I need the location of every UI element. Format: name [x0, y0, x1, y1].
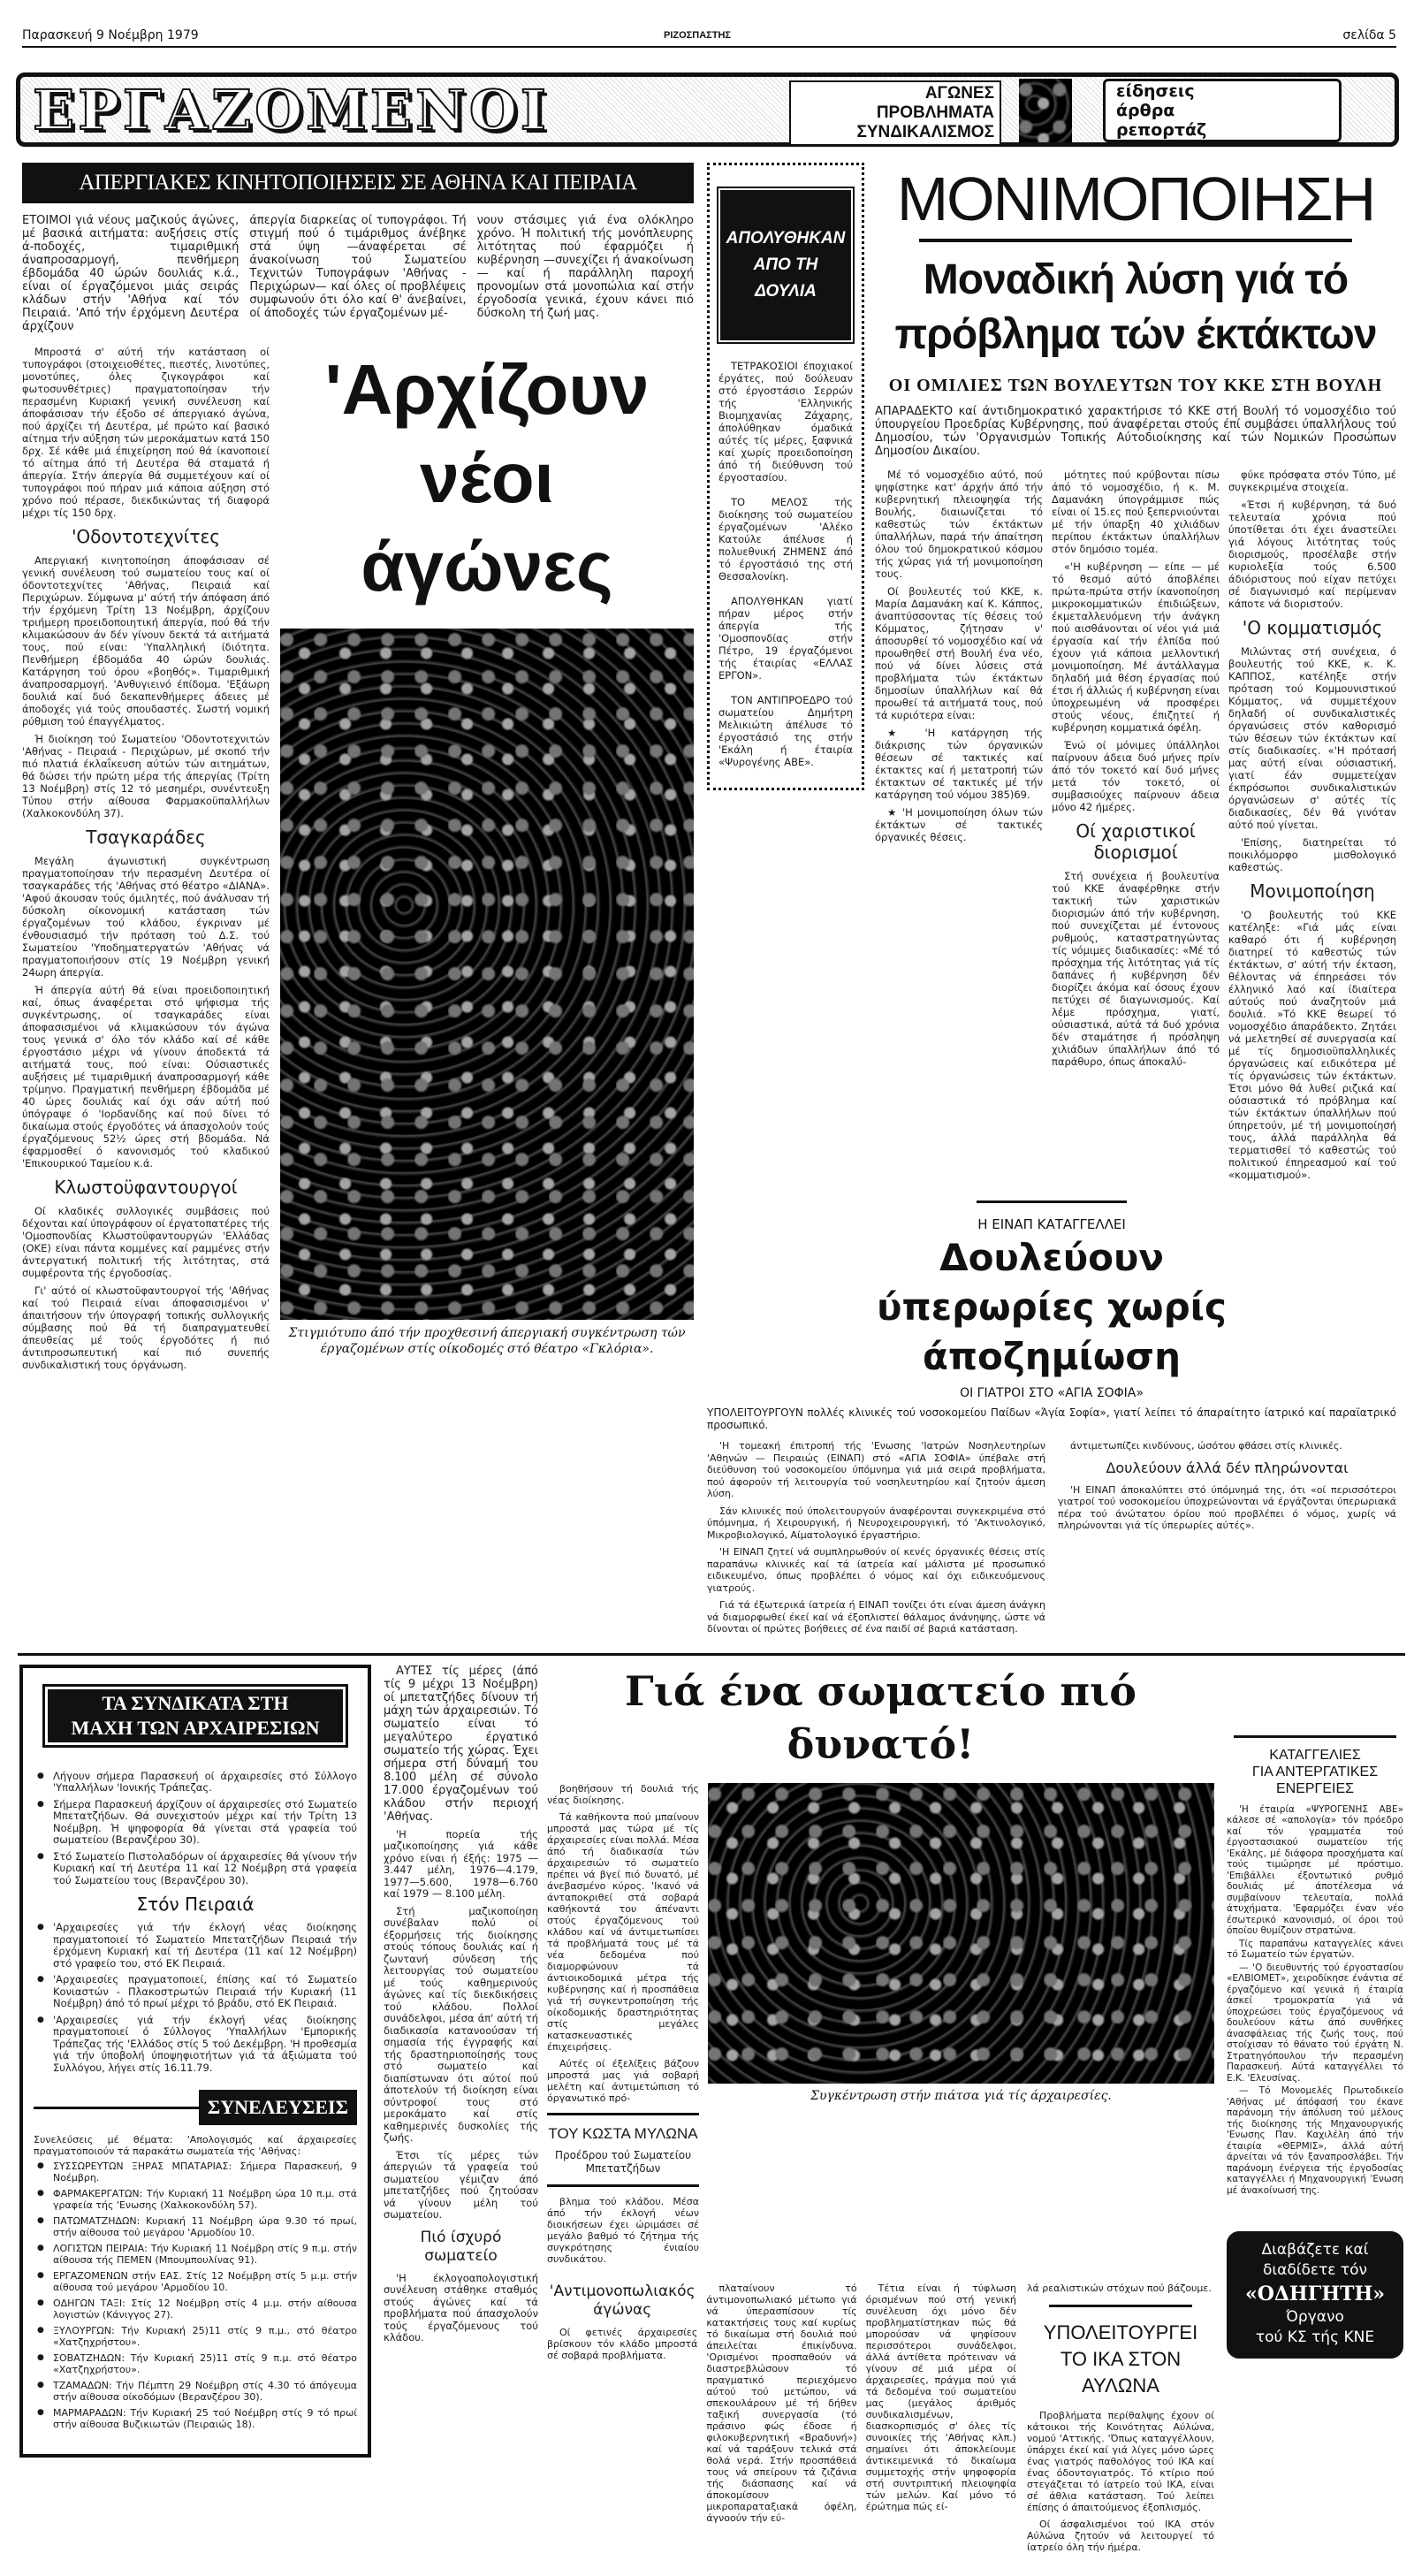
list-item: ● 'Αρχαιρεσίες γιά τήν έκλογή νέας διοίκησης πραγματοποιεί ό Σύλλογος 'Υπαλλήλων 'Εμπορικής Τράπεζας τής 'Ελλάδος στίς 5 τού Δεκέμβρη. 'Η προθεσμία γιά τήν ύποβολή ύποψηφιοτήτων γιά τά άξιώματα τού Συλλόγου, λήγει στίς 16.11.79. [34, 2015, 357, 2075]
paragraph: Ένώ οί μόνιμες ύπάλληλοι παίρνουν άδεια δυό μήνες πρίν άπό τόν τοκετό καί δυό μήνες μετά τόν τοκετό, οί συμβασιούχες παίρνουν άδεια μόνο 42 ήμέρες. [1052, 739, 1220, 813]
top-section [22, 163, 1396, 1641]
permanent-body [875, 469, 1396, 1186]
photo-caption: Συγκέντρωση στήν πιάτσα γιά τίς άρχαιρεσίες. [810, 2088, 1112, 2103]
paragraph: άντιμετωπίζει κινδύνους, ώσότου φθάσει στίς κλινικές. [1070, 1440, 1342, 1452]
body-column [1052, 469, 1220, 1073]
paragraph: Μέ τό νομοσχέδιο αύτό, πού ψηφίστηκε κατ' άρχήν άπό τήν κυβερνητική πλειοψηφία τής Βουλής, διαιωνίζεται τό καθεστώς τών έκτάκτων ύπαλλήλων, παρά τήν άπαίτηση όλου τού δημοκρατικού κόσμου τής χώρας γιά τή μονιμοποίηση τους. [875, 469, 1043, 580]
paragraph: πλαταίνουν τό άντιμονοπωλιακό μέτωπο γιά νά ύπερασπίσουν τίς κατακτήσεις τους καί κυρίως τό δικαίωμα στή δουλιά πού άπειλείται έπικίνδυνα. 'Ορισμένοι προσπαθούν νά διαστρεβλώσουν τό πραγματικό περιεχόμενο αύτού τού μετώπου, νά σπεκουλάρουν μέ τή δήθεν ταξική συνεργασία (τό πράσινο φώς έδοσε ή φιλοκυβερνητική «Βραδυνή») καί νά ταράξουν τελικά στά θολά νερά. Στήν προσπάθειά τους νά σπείρουν τά ζιζάνια τής διάσπασης καί νά άποκομίσουν μικροπαραταξιακά όφέλη, άγνοούν τήν εύ- [706, 2282, 857, 2524]
paragraph: Ή άπεργία αύτή θά είναι προειδοποιητική καί, όπως άναφέρεται στό ψήφισμα τής συγκέντρωσης, οί τσαγκαράδες είναι άποφασισμένοι νά κλιμακώσουν τόν άγώνα τους γενικά σ' όλο τόν κλάδο καί σέ κάθε έργοστάσιο μέχρι νά γίνουν άποδεκτά τά αιτήματά τους, πού είναι: Ούσιαστικές αυξήσεις μέ τιμαριθμική άναπροσαρμογή κάθε τρίμηνο. Πραγματική πενθήμερη έβδομάδα μέ 40 ώρες δουλιάς καί όχι σάν αύτή πού ύπόγραψε ό 'Ιορδανίδης καί πού δίνει τό δικαίωμα στούς έργοδότες νά άπασχολούν τούς έργαζόμενους 52½ ώρες στή βδομάδα. Νά έφαρμοσθεί ό κανονισμός τού κλαδικού 'Επικουρικού Ταμείου κ.ά. [22, 984, 270, 1170]
byline-role: Προέδρου τού Σωματείου [554, 2148, 692, 2161]
paragraph: 'Ο βουλευτής τού ΚΚΕ κατέληξε: «Γιά μάς είναι καθαρό ότι ή κυβέρνηση διατηρεί τό καθεστώς τών έκτάκτων, σ' αύτή τήν έκταση, θέλοντας νά έπηρεάσει τόν έλληνικό λαό καί ίδιαίτερα αύτούς πού άναζητούν μιά δουλιά. »Τό ΚΚΕ θεωρεί τό νομοσχέδιο άπαράδεκτο. Ζητάει νά μελετηθεί σέ συνεργασία καί μέ τίς δημοσιοϋπαλληλικές όργανώσεις καί ειδικότερα μέ τίς όργανώσεις τών έκτάκτων. Έτσι μόνο θά λυθεί ριζικά καί ούσιαστικά τό πρόβλημα καί τών έκτάκτων ύπαλλήλων πού ύπηρετούν, μέ τή μονιμοποίησή τους, άλλά παράλληλα θά τερματισθεί τό καθεστώς τού πολιτικού έπηρεασμού καί τού «κομματισμού». [1228, 909, 1396, 1181]
fired-title-line: ΑΠΟ ΤΗ [753, 255, 818, 274]
strikes-feature [280, 346, 694, 1357]
headline-line: ΚΑΤΑΓΓΕΛΙΕΣ [1269, 1747, 1361, 1763]
banner-topic: ΑΓΩΝΕΣ [924, 84, 994, 103]
strikes-headline [280, 346, 694, 611]
paragraph: Αύτές οί έξελίξεις βάζουν μπροστά μας γιά σοβαρή μελέτη καί άντιμετώπιση τό όργανωτικό πρό- [547, 2057, 699, 2104]
section-heading: Κλωστοϋφαντουργοί [54, 1177, 238, 1198]
paragraph: Οί φετινές άρχαιρεσίες βρίσκουν τόν κλάδο μπροστά σέ σοβαρά προβλήματα. [547, 2326, 698, 2361]
meetings-intro: Συνελεύσεις μέ θέματα: 'Απολογισμός καί άρχαιρεσίες πραγματοποιούν τά παρακάτω σωματεία τής 'Αθήνας: [34, 2134, 357, 2157]
strikes-article [22, 163, 694, 1376]
list-item: ● ΣΥΣΣΩΡΕΥΤΩΝ ΞΗΡΑΣ ΜΠΑΤΑΡΙΑΣ: Σήμερα Παρασκευή, 9 Νοέμβρη. [34, 2161, 357, 2184]
headline-line: Δουλεύουν [939, 1236, 1164, 1279]
page-number: σελίδα 5 [1342, 28, 1396, 42]
paragraph: Στή μαζικοποίηση συνέβαλαν πολύ οί έξορμήσεις τής διοίκησης στούς τόπους δουλιάς καί ή ζωντανή σύνδεση τής λειτουργίας τού σωματείου μέ τούς καθημερινούς άγώνες καί τίς διεκδικήσεις τού κλάδου. Πολλοί συνάδελφοι, μέσα άπ' αύτή τή διαδικασία κατανοούσαν τή σημασία τής έγγραφής καί τής δραστηριοποίησής τους στό σωματείο καί διαπίστωναν ότι αύτοί πού άποτελούν τή διοίκηση είναι σύντροφοί τους στό μεροκάματο καί στίς καθημερινές δυσκολίες τής ζωής. [384, 1904, 538, 2144]
headline-line: ύπερωρίες χωρίς [877, 1285, 1227, 1329]
permanent-lede: ΑΠΑΡΑΔΕΚΤΟ καί άντιδημοκρατικό χαρακτήρισε τό ΚΚΕ στή Βουλή τό νομοσχέδιο τού ύπουργείου Προεδρίας Κυβέρνησης, πού άναφέρεται στούς έπί συμβάσει ύπαλλήλους τού Δημοσίου, τών 'Οργανισμών Τοπικής Αύτοδιοίκησης καί τών Νομικών Προσώπων Δημοσίου Δικαίου. [875, 405, 1396, 458]
section-heading: 'Αντιμονοπωλιακός άγώνας [549, 2282, 696, 2319]
paragraph: Προβλήματα περίθαλψης έχουν οί κάτοικοι τής Κοινότητας Αύλώνα, νομού 'Αττικής. 'Όπως καταγγέλλουν, ύπάρχει έκεί καί γιά λίγες μόνο ώρες ένας γιατρός παθολόγος τού ΙΚΑ καί ένας όδοντογιατρός. Τό κτίριο πού στεγάζεται τό ίατρείο τού ΙΚΑ, είναι σέ άθλια κατάσταση. Τού λείπει έπίσης ό άπαιτούμενος έξοπλισμός. [1027, 2409, 1214, 2513]
section-heading: 'Ο κομματισμός [1242, 617, 1383, 638]
builders-rally-photo [708, 1783, 1214, 2084]
builders-col2 [547, 1783, 699, 2270]
banner-topic: ΣΥΝΔΙΚΑΛΙΣΜΟΣ [856, 123, 994, 141]
list-item: ● Στό Σωματείο Πιστολαδόρων οί άρχαιρεσίες θά γίνουν τήν Κυριακή καί τή Δευτέρα 11 καί 12 Νοέμβρη στά γραφεία τού Σωματείου τους (Βερανζέρου 30). [34, 1851, 357, 1887]
meetings-heading-row [34, 2090, 357, 2125]
builders-main [547, 1665, 1214, 2558]
paragraph: βοηθήσουν τή δουλιά τής νέας διοίκησης. [547, 1782, 699, 1806]
paragraph: Γι' αύτό οί κλωστοϋφαντουργοί τής 'Αθήνας καί τού Πειραιά είναι άποφασισμένοι ν' άπαιτήσουν τήν ύπογραφή τοπικής συλλογικής σύμβασης πού θά τή διαπραγματευθεί άπευθείας μέ τούς έργοδότες ή πιό άντιπροσωπευτική καί πιό συνεπής συνδικαλιστική τους όργάνωση. [22, 1284, 270, 1371]
strikes-left-column [22, 346, 270, 1376]
title-line: ΤΑ ΣΥΝΔΙΚΑΤΑ ΣΤΗ [102, 1691, 289, 1714]
paragraph: Μιλώντας στή συνέχεια, ό βουλευτής τού ΚΚΕ, κ. Κ. ΚΑΠΠΟΣ, κατέληξε στήν πρόταση τού Κομμουνιστικού Κόμματος, νά συμμετέχουν δηλαδή οί συνδικαλιστικές όργανώσεις στόν καθορισμό τών θέσεων τών έκτάκτων καί στίς διαδικασίες. «'Η πρότασή μας αύτή είναι ούσιαστική, γιατί έάν συμμετείχαν έκπρόσωποι συνδικαλιστικών όργανώσεων σ' αύτές τίς διαδικασίες, δέν θά γινόταν αύτό πού γίνεται. [1228, 645, 1396, 831]
hospital-subhead: ΟΙ ΓΙΑΤΡΟΙ ΣΤΟ «ΑΓΙΑ ΣΟΦΙΑ» [960, 1386, 1144, 1400]
headline-line: ΥΠΟΛΕΙΤΟΥΡΓΕΙ [1043, 2321, 1198, 2344]
strikes-body [22, 346, 694, 1376]
unions-box [19, 1665, 371, 2458]
photo-caption: Στιγμιότυπο άπό τήν προχθεσινή άπεργιακή συγκέντρωση τών έργαζομένων στίς οίκοδομές στό θέατρο «Γκλόρια». [288, 1326, 686, 1356]
builders-upper-row [547, 1783, 1214, 2270]
paragraph: Γιά τά έξωτερικά ίατρεία ή ΕΙΝΑΠ τονίζει ότι είναι άμεση άνάγκη νά διαμορφωθεί έκεί καί νά έξοπλιστεί θάλαμος άνάνηψης, ώστε νά δίνονται οί πρώτες βοήθειες σέ ένα παιδί σέ βαριά κατάσταση. [707, 1599, 1045, 1635]
ad-line: Όργανο [1286, 2308, 1344, 2326]
meetings-title: ΣΥΝΕΛΕΥΣΕΙΣ [199, 2090, 357, 2125]
list-item: ● ΠΑΤΩΜΑΤΖΗΔΩΝ: Κυριακή 11 Νοέμβρη ώρα 9.30 τό πρωί, στήν αίθουσα τού μεγάρου 'Αρμοδίου 10. [34, 2215, 357, 2238]
section-heading: Στόν Πειραιά [136, 1894, 255, 1915]
ika-headline [1027, 2320, 1214, 2399]
strike-rally-photo [280, 629, 694, 1320]
list-item: ● ΦΑΡΜΑΚΕΡΓΑΤΩΝ: Τήν Κυριακή 11 Νοέμβρη ώρα 10 π.μ. στά γραφεία τής 'Ενωσης (Χαλκοκονδύλη 57). [34, 2188, 357, 2211]
lede-column: άπεργία διαρκείας οί τυπογράφοι. Τή στιγμή πού ό τιμάριθμος άνέβηκε στά ύψη —άναφέρεται σέ άνακοίνωση τού Σωματείου Τεχνιτών Τυπογράφων 'Αθήνας - Περιχώρων— καί όλες οί προβλέψεις συμφωνούν ότι όλο καί θ' άνεβαίνει, οί άποδοχές τών έργαζομένων μέ- [249, 214, 467, 320]
divider [977, 1200, 1127, 1203]
complaints-headline [1227, 1747, 1403, 1797]
headline-line: ΕΝΕΡΓΕΙΕΣ [1275, 1780, 1355, 1796]
paragraph: ★ 'Η μονιμοποίηση όλων τών έκτάκτων σέ τακτικές όργανικές θέσεις. [875, 806, 1043, 843]
fired-title-box [718, 188, 853, 342]
section-heading: Μονιμοποίηση [1250, 880, 1375, 902]
builders-photo-block [708, 1783, 1214, 2104]
banner-tag: ρεπορτάζ [1116, 120, 1207, 140]
list-item: ● ΟΔΗΓΩΝ ΤΑΞΙ: Στίς 12 Νοέμβρη στίς 4 μ.μ. στήν αίθουσα λογιστών (Κάνιγγος 27). [34, 2298, 357, 2321]
lede-column: ΕΤΟΙΜΟΙ γιά νέους μαζικούς άγώνες, μέ βασικά αιτήματα: αυξήσεις στίς ά-ποδοχές, τιμαριθμική άναπροσαρμογή, πενθήμερη έβδομάδα 40 ώρών δουλιάς κ.ά., είναι οί έργαζόμενοι μιάς σειράς κλάδων στήν 'Αθήνα καί τόν Πειραιά. 'Από τήν έρχόμενη Δευτέρα άρχίζουν [22, 214, 239, 333]
builders-article [384, 1665, 1214, 2558]
paragraph: Μπροστά σ' αύτή τήν κατάσταση οί τυπογράφοι (στοιχειοθέτες, πιεστές, λινοτύπες, μονοτύπες, όλες ζιγκογράφοι καί φωτοσυνθέτριες) πραγματοποίησαν τήν περασμένη Κυριακή γενική συνέλευση καί άποφάσισαν τήν έξοδο σέ άπεργιακό άγώνα, πού άρχίζει τή Δευτέρα, μέ πρώτο καί βασικό αίτημα τήν αύξηση τών μεροκάματων κατά 150 δρχ. Σέ κάθε μιά έπιχείρηση πού θά ίκανοποιεί τό αίτημα άπό τή Δευτέρα θά σταματά ή άπεργία. Στήν άπεργία θά συμμετέχουν καί οί τυπογράφοι πού πήραν μιά κάποια αύξηση στό χρόνο πού πέρασε, διεκδικώντας τή διαφορά μέχρι τίς 150 δρχ. [22, 346, 270, 519]
list-item: ● Λήγουν σήμερα Παρασκευή οί άρχαιρεσίες στό Σύλλογο 'Υπαλλήλων 'Ιονικής Τράπεζας. [34, 1771, 357, 1795]
paragraph: Τίς παραπάνω καταγγελίες κάνει τό Σωματείο τών έργατών. [1227, 1938, 1403, 1960]
body-column [706, 2283, 856, 2529]
body-column [1058, 1440, 1396, 1537]
section-heading: Οί χαριστικοί διορισμοί [1076, 820, 1196, 863]
list-item: ● 'Αρχαιρεσίες γιά τήν έκλογή νέας διοίκησης πραγματοποιεί τό Σωματείο Μπετατζήδων Πειραιά τήν έρχόμενη Κυριακή καί τή Δευτέρα (11 καί 12 Νοέμβρη) στό γραφείο του, στό ΕΚ Πειραιά. [34, 1922, 357, 1970]
paragraph: — Τό Μονομελές Πρωτοδικείο 'Αθήνας μέ άπόφασή του έκανε παράνομη τήν άπόλυση τού μέλους τής διοίκησης τής Μηχανουργικής 'Ενωσης Παν. Καχιλέλη άπό τήν έταιρία «ΘΕΡΜΙΣ», άλλά αύτή άρνείται νά τόν ξαναπροσλάβει. Τήν παράνομη ένέργεια τής έργοδοσίας καταγγέλλει ή Μηχανουργική 'Ενωση μέ άνακοίνωσή της. [1227, 2085, 1403, 2196]
paragraph: ★ 'Η κατάργηση τής διάκρισης τών όργανικών θέσεων σέ τακτικές καί έκτακτες καί ή μετατροπή τών έκτακτων σέ τακτικές μέ τήν κατάργηση τού νόμου 385)69. [875, 727, 1043, 801]
paragraph: μότητες πού κρύβονται πίσω άπό τό νομοσχέδιο, ή κ. Μ. Δαμανάκη ύπογράμμισε πώς είναι οί 15.ες πού ξεπερνιούνται μέ τήν ύπαρξη 40 χιλιάδων περίπου έκτάκτων ύπαλλήλων στόν δημόσιο τομέα. [1052, 469, 1220, 555]
builders-lower-row [547, 2283, 1214, 2558]
banner-topics [789, 80, 1001, 146]
headline-line: νέοι [420, 438, 554, 517]
complaints-body [1227, 1804, 1403, 2197]
paragraph: Τά καθήκοντα πού μπαίνουν μπροστά μας τώρα μέ τίς άρχαιρεσίες είναι πολλά. Μέσα άπό τή διαδικασία τών άρχαιρεσιών τό σωματείο πρέπει νά βγεί πιό δυνατό, μέ άνεβασμένο κύρος. 'Ικανό νά άνταποκριθεί στά σοβαρά καθήκοντά του άπέναντι στούς έργαζόμενους τού κλάδου καί νά άντιμετωπίσει τά προβλήματά τους μέ τά νέα δεδομένα πού διαμορφώνουν τά άντιοικοδομικά μέτρα τής κυβέρνησης καί ή προσπάθεια γιά τή συγκεντροποίηση τής οίκοδομικής δραστηριότητας στίς μεγάλες κατασκευαστικές έπιχειρήσεις. [547, 1810, 699, 2053]
paragraph: 'Η τομεακή έπιτροπή τής 'Ενωσης 'Ιατρών Νοσηλευτηρίων 'Αθηνών — Πειραιώς (ΕΙΝΑΠ) στό «ΑΓΙΑ ΣΟΦΙΑ» ύπέβαλε στή διεύθυνση τού νοσοκομείου ύπόμνημα γιά μιά σειρά προβλήματα, πού άφορούν τή λειτουργία τού νοσηλευτηρίου καί ζητούν άμεση λύση. [707, 1440, 1045, 1499]
paragraph: ΤΟΝ ΑΝΤΙΠΡΟΕΔΡΟ τού σωματείου Δημήτρη Μελικιώτη άπέλυσε τό έργοστάσιό της στήν 'Εκάλη ή έταιρία «Ψυρογένης ΑΒΕ». [718, 694, 853, 768]
paragraph: «'Η κυβέρνηση — είπε — μέ τό θεσμό αύτό άποβλέπει πρώτα-πρώτα στήν ίκανοποίηση μικροκομματικών έπιδιώξεων, έκμεταλλευόμενη τήν άνάγκη πού αισθάνονται οί νέοι γιά μιά έργασία καί τήν έλπίδα πού έχουν γιά κάποια μελλοντική μονιμοποίηση. Μέ άντάλλαγμα δηλαδή μιά θέση έργασίας πού έτσι ή άλλιώς ή κυβέρνηση είναι ύποχρεωμένη νά προσφέρει στούς νέους, έπιζητεί ή κυβέρνηση κομματικά όφέλη. [1052, 560, 1220, 734]
byline-role: Μπετατζήδων [585, 2161, 661, 2175]
paragraph: ΑΥΤΕΣ τίς μέρες (άπό τίς 9 μέχρι 13 Νοέμβρη) οί μπετατζήδες δίνουν τή μάχη τών άρχαιρεσιών. Τό σωματείο είναι τό μεγαλύτερο έργατικό σωματείο τής χώρας. Έχει σήμερα στή δύναμή του 8.100 μέλη σέ σύνολο 17.000 έργαζομένων τού κλάδου στήν περιοχή 'Αθήνας. [384, 1664, 538, 1824]
list-item: ● ΛΟΓΙΣΤΩΝ ΠΕΙΡΑΙΑ: Τήν Κυριακή 11 Νοέμβρη στίς 9 π.μ. στήν αίθουσα τής ΠΕΜΕΝ (Μπουμπουλίνας 91). [34, 2243, 357, 2266]
builders-lower-columns [547, 2283, 1016, 2529]
body-column [875, 469, 1043, 849]
section-heading: Τσαγκαράδες [86, 827, 206, 848]
list-item: ● Σήμερα Παρασκευή άρχίζουν οί άρχαιρεσίες στό Σωματείο Μπετατζήδων. Θά συνεχιστούν μέχρι καί τήν Τρίτη 13 Νοέμβρη. Ή ψηφοφορία θά γίνεται στά γραφεία τού σωματείου (Βερανζέρου 30). [34, 1799, 357, 1847]
divider [1234, 1735, 1396, 1738]
headline-rule [919, 239, 1352, 242]
paragraph: 'Η ΕΙΝΑΠ άποκαλύπτει στό ύπόμνημά της, ότι «οί περισσότεροι γιατροί τού νοσοκομείου ύποχρεώνονται νά έργάζονται ύπερωριακά πέρα τού άνώτατου όρίου πού προβλέπει ό νόμος, χωρίς νά πληρώνονται γιά τίς ύπερωρίες αύτές». [1058, 1483, 1396, 1531]
lede-column: νουν στάσιμες γιά ένα ολόκληρο χρόνο. Ή πολιτική τής μονόπλευρης λιτότητας πού έφαρμόζει ή κυβέρνηση —συνεχίζει ή άνακοίνωση— καί ή παράλληλη παροχή προνομίων στά μονοπώλια καί στήν έργοδοσία γενικά, έχουν κάνει πιό δύσκολη τή ζωή μας. [476, 214, 694, 320]
subhead-line: πρόβλημα τών έκτάκτων [894, 311, 1377, 358]
ika-article [1027, 2283, 1214, 2558]
body-column [547, 2283, 697, 2366]
paragraph: 'Επίσης, διατηρείται τό ποικιλόμορφο μισθολογικό καθεστώς. [1228, 836, 1396, 873]
paragraph: ΑΠΟΛΥΘΗΚΑΝ γιατί πήραν μέρος στήν άπεργία τής 'Ομοσπονδίας στήν Πέτρο, 19 έργαζόμενοι τής έταιρίας «ΕΛΛΑΣ ΕΡΓΟΝ». [718, 595, 853, 682]
issue-date: Παρασκευή 9 Νοέμβρη 1979 [22, 28, 199, 42]
unions-title [42, 1684, 348, 1748]
builders-col1 [384, 1665, 538, 2350]
right-column [1227, 1665, 1403, 2359]
paragraph: Οί βουλευτές τού ΚΚΕ, κ. Μαρία Δαμανάκη καί Κ. Κάππος, άναπτύσσοντας τίς θέσεις τού Κόμματος, ζήτησαν ν' άποσυρθεί τό νομοσχέδιο καί νά προωθηθεί στή Βουλή ένα νέο, πού νά δίνει λύσεις στά προβλήματα τών έκτάκτων δημοσίων ύπαλλήλων καί θά προωθεί τά αιτήματά τους, πού τά κυριότερα είναι: [875, 585, 1043, 721]
banner-title: ΕΡΓΑΖΟΜΕΝΟΙ [33, 78, 550, 142]
permanent-article [875, 163, 1396, 1186]
permanent-subhead [875, 253, 1396, 362]
paragraph: «Έτσι ή κυβέρνηση, τά δυό τελευταία χρόνια πού ύποτίθεται ότι έχει άναστείλει γιά λόγους λιτότητας τούς διορισμούς, προσέλαβε στήν κυριολεξία τούς 6.500 άδιόριστους πού είχαν πετύχει σέ διαγωνισμό καί περίμεναν κάποτε νά διοριστούν. [1228, 499, 1396, 610]
fired-title-line: ΑΠΟΛΥΘΗΚΑΝ [726, 229, 846, 248]
title-line: ΜΑΧΗ ΤΩΝ ΑΡΧΑΙΡΕΣΙΩΝ [71, 1716, 320, 1739]
banner-tag: είδησεις [1116, 81, 1195, 101]
ad-line: τού ΚΣ τής ΚΝΕ [1255, 2328, 1375, 2346]
hospital-headline [707, 1233, 1396, 1382]
ad-line: διαδίδετε τόν [1262, 2261, 1368, 2279]
paragraph: Απεργιακή κινητοποίηση άποφάσισαν σέ γενική συνέλευση τού σωματείου τους καί οί όδοντοτεχνίτες 'Αθήνας, Πειραιά καί Περιχώρων. Σύμφωνα μ' αύτή τήν άπόφαση άπό τήν έρχόμενη Τρίτη 13 Νοέμβρη, άρχίζουν τριήμερη προειδοποιητική άπεργία, πού θά τήν κλιμακώσουν άν δέν γίνουν δεκτά τά αιτήματά τους, πού είναι: 'Υπαλληλική ίδιότητα. Πενθήμερη έβδομάδα 40 ώρών δουλιάς. Κατάργηση τού όρου «βοηθός». Τιμαριθμική άναπροσαρμογή. 'Ανθυγιεινό έπίδομα. 'Εξάωρη δουλιά καί δυό δεκαπενθήμερες άδειες μέ άποδοχές γιά τούς σπουδαστές. Σωστή νομική ρύθμιση τού έπαγγέλματος. [22, 554, 270, 728]
divider [1049, 2305, 1192, 2307]
paragraph: 'Η έκλογοαπολογιστική συνέλευση στάθηκε σταθμός στούς άγώνες καί τά προβλήματα πού άπασχολούν τούς έργαζόμενους τού κλάδου. [384, 2271, 538, 2344]
ika-body [1027, 2410, 1214, 2553]
paragraph: Σάν κλινικές πού ύπολειτουργούν άναφέρονται συγκεκριμένα στό ύπόμνημα, ή Χειρουργική, ή Νευροχειρουργική, τό 'Ακτινολογικό, Μικροβιολογικό, Αίματολογικό έργαστήριο. [707, 1505, 1045, 1541]
section-heading: Δουλεύουν άλλά δέν πληρώνονται [1106, 1459, 1349, 1476]
athens-elections-list [34, 1771, 357, 1887]
list-item: ● ΣΟΒΑΤΖΗΔΩΝ: Τήν Κυριακή 25)11 στίς 9 π.μ. στό θέατρο «Χατζηχρήστου». [34, 2352, 357, 2375]
headline-line: άποζημίωση [922, 1335, 1182, 1378]
paragraph: 'Η πορεία τής μαζικοποίησης γιά κάθε χρόνο είναι ή έξής: 1975 — 3.447 μέλη, 1976—4.179, 1977—5.600, 1978—6.760 καί 1979 — 8.100 μέλη. [384, 1827, 538, 1900]
paragraph: Στή συνέχεια ή βουλευτίνα τού ΚΚΕ άναφέρθηκε στήν τακτική τών χαριστικών διορισμών άπό τήν κυβέρνηση, πού συνεχίζεται μέ έντονους ρυθμούς, καταστρατηγώντας τίς νόμιμες διαδικασίες: «Μέ τό πρόσχημα τής λιτότητας γιά τίς δαπάνες ή κυβέρνηση δέν διορίζει άκόμα καί όσους έχουν πετύχει σέ διαγωνισμούς. Καί λέμε πρόσχημα, γιατί, ούσιαστικά, αύτά τά δυό χρόνια δέν σταμάτησε ή πρόσληψη χιλιάδων ύπαλλήλων άπό τό παράθυρο, όπως άποκαλύ- [1052, 870, 1220, 1068]
byline-box [547, 2113, 699, 2187]
paragraph: Οί άσφαλισμένοι τού ΙΚΑ στόν Αύλώνα ζητούν νά λειτουργεί τό ίατρείο όλη τήν ήμέρα. [1027, 2518, 1214, 2553]
paragraph: ΤΟ ΜΕΛΟΣ τής διοίκησης τού σωματείου έργαζομένων 'Αλέκο Κατούλε άπέλυσε ή πολυεθνική ΖΗΜΕΝΣ άπό τό έργοστάσιό της στή Θεσσαλονίκη. [718, 496, 853, 583]
body-column [707, 1440, 1045, 1641]
fired-title-line: ΔΟΥΛΙΑ [755, 282, 817, 301]
headline-line: 'Αρχίζουν [324, 350, 650, 429]
banner-tag: άρθρα [1116, 101, 1175, 120]
list-item: ● 'Αρχαιρεσίες πραγματοποιεί, έπίσης καί τό Σωματείο Κονιαστών - Πλακοστρωτών Πειραιά τήν Κυριακή (11 Νοέμβρη) άπό τό πρωί μέχρι τό βράδυ, στό ΕΚ Πειραιά. [34, 1974, 357, 2010]
fired-items [718, 360, 853, 768]
paragraph: Οί κλαδικές συλλογικές συμβάσεις πού δέχονται καί ύπογράφουν οί έργατοπατέρες τής 'Ομοσπονδίας Κλωστοϋφαντουργών 'Ελλάδας (ΟΚΕ) είναι πάντα κομμένες καί ραμμένες στήν άντεργατική πολιτική τής λιτότητας, στά συμφέροντα τής έργοδοσίας. [22, 1205, 270, 1279]
paragraph: φύκε πρόσφατα στόν Τύπο, μέ συγκεκριμένα στοιχεία. [1228, 469, 1396, 493]
paragraph: Έτσι τίς μέρες τών άπεργιών τά γραφεία τού σωματείου γέμιζαν άπό μπετατζήδες πού ζητούσαν νά γίνουν μέλη τού σωματείου. [384, 2148, 538, 2221]
list-item: ● ΞΥΛΟΥΡΓΩΝ: Τήν Κυριακή 25)11 στίς 9 π.μ., στό θέατρο «Χατζηχρήστου». [34, 2325, 357, 2348]
hospital-body [707, 1440, 1396, 1641]
hospital-lede: ΥΠΟΛΕΙΤΟΥΡΓΟΥΝ πολλές κλινικές τού νοσοκομείου Παίδων «Άγία Σοφία», γιατί λείπει τό άπαραίτητο ίατρικό καί παραϊατρικό προσωπικό. [707, 1406, 1396, 1431]
hospital-kicker: Η ΕΙΝΑΠ ΚΑΤΑΓΓΕΛΛΕΙ [977, 1216, 1126, 1232]
fired-box [707, 163, 864, 790]
paragraph: ΤΕΤΡΑΚΟΣΙΟΙ έποχιακοί έργάτες, πού δούλευαν στό έργοστάσιο Σερρών τής 'Ελληνικής Βιομηχανίας Ζάχαρης, άπολύθηκαν όμαδικά αύτές τίς μέρες, ξαφνικά καί χωρίς προειδοποίηση άπό τή διεύθυνση τού έργοστασίου. [718, 360, 853, 484]
paragraph: 'Η έταιρία «ΨΥΡΟΓΕΝΗΣ ΑΒΕ» κάλεσε σέ «απολογία» τόν πρόεδρο καί τόν γραμματέα τού έργοστασιακού σωματείου τής 'Εκάλης, μέ διάφορα προσχήματα καί τούς τιμώρησε μέ πρόστιμο. 'Επιβάλλει έξοντωτικό ρυθμό δουλιάς μέ άποτέλεσμα νά συμβαίνουν τελευταία, πολλά άτυχήματα. 'Εφαρμόζει έναν νέο έσωτερικό κανονισμό, οί όροι τού όποίου θυμίζουν στρατώνα. [1227, 1803, 1403, 1936]
paper-name: ΡΙΖΟΣΠΑΣΤΗΣ [658, 30, 736, 41]
builders-tail: λά ρεαλιστικών στόχων πού βάζουμε. [1027, 2282, 1212, 2294]
headline-line: ΓΙΑ ΑΝΤΕΡΓΑΤΙΚΕΣ [1251, 1764, 1379, 1780]
byline: ΤΟΥ ΚΩΣΤΑ ΜΥΛΩΝΑ [548, 2124, 698, 2142]
body-column [866, 2283, 1016, 2518]
section-heading: Πιό ίσχυρό σωματείο [420, 2228, 502, 2265]
paragraph: Τέτια είναι ή τύφλωση όρισμένων πού στή γενική συνέλευση όχι μόνο δέν προβληματίστηκαν πώς θά μπορούσαν νά ψηφίσουν περισσότεροι συνάδελφοι, άλλά άντίθετα πρότειναν νά γίνουν σέ μιά μέρα οί άρχαιρεσίες, πράγμα πού γιά τά δεδομένα τού σωματείου μας (μεγάλος άριθμός συνδικαλισμένων, διασκορπισμός σ' όλες τίς συνοικίες τής 'Αθήνας κλπ.) σημαίνει ότι άποκλείουμε άντικειμενικά τό δικαίωμα συμμετοχής στήν ψηφοφορία στή συντριπτική πλειοψηφία τών μελών. Καί μόνο τό έρώτημα πώς εί- [865, 2282, 1016, 2512]
bottom-section [19, 1665, 1403, 2558]
list-item: ● ΜΑΡΜΑΡΑΔΩΝ: Τήν Κυριακή 25 τού Νοέμβρη στίς 9 τό πρωί στήν αίθουσα Βυζικιωτών (Πειραιώς 18). [34, 2407, 357, 2430]
paragraph: — 'Ο διευθυντής τού έργοστασίου «ΕΛΒΙΟΜΕΤ», χειροδίκησε ένάντια σέ έργαζόμενο καί γενικά ή έταιρία άσκεί τρομοκρατία γιά νά ύποχρεώσει τούς έργαζόμενους νά δουλεύουν κάτω άπό συνθήκες άνασφάλειας τής ζωής τους, πού στοίχισαν τό θάνατο τού έργάτη Ν. Στρατηγόπουλου τήν περασμένη Παρασκευή. Αύτά καταγγέλλει τό Ε.Κ. 'Ελευσίνας. [1227, 1962, 1403, 2084]
permanent-headline: ΜΟΝΙΜΟΠΟΙΗΣΗ [896, 164, 1375, 233]
hospital-article [707, 1200, 1396, 1641]
top-right-area [707, 163, 1396, 1641]
ad-line: Διαβάζετε καί [1261, 2241, 1369, 2259]
section-banner [16, 72, 1399, 147]
worker-figure-illustration [1019, 79, 1072, 142]
odigitis-ad [1227, 2231, 1403, 2359]
headline-line: άγώνες [361, 527, 613, 606]
banner-topic: ΠΡΟΒΛΗΜΑΤΑ [876, 103, 994, 122]
banner-tagline [1103, 79, 1342, 142]
strikes-kicker: ΑΠΕΡΓΙΑΚΕΣ ΚΙΝΗΤΟΠΟΙΗΣΕΙΣ ΣΕ ΑΘΗΝΑ ΚΑΙ ΠΕΙΡΑΙΑ [22, 163, 694, 203]
paragraph: βλημα τού κλάδου. Μέσα άπό τήν έκλογή νέων διοικήσεων έχει ώριμάσει σέ μεγάλο βαθμό τό ζήτημα τής συγκρότησης ένιαίου συνδικάτου. [547, 2195, 699, 2265]
page-divider [18, 1653, 1405, 1656]
builders-headline: Γιά ένα σωματείο πιό δυνατό! [625, 1666, 1137, 1768]
paragraph: Ή διοίκηση τού Σωματείου 'Οδοντοτεχνιτών 'Αθήνας - Πειραιά - Περιχώρων, μέ σκοπό τήν πιό πλατιά έκλαΐκευση αύτών τών αιτημάτων, θά δώσει τήν πρώτη μέρα τής άπεργίας (Τρίτη 13 Νοέμβρη) στίς 12 τό μεσημέρι, συνέντευξη Τύπου στήν αίθουσα Φαρμακοϋπαλλήλων (Χαλκοκονδύλη 37). [22, 733, 270, 819]
top-right-row [707, 163, 1396, 1186]
body-column [1228, 469, 1396, 1186]
permanent-kicker: ΟΙ ΟΜΙΛΙΕΣ ΤΩΝ ΒΟΥΛΕΥΤΩΝ ΤΟΥ ΚΚΕ ΣΤΗ ΒΟΥΛΗ [888, 376, 1383, 395]
paragraph: 'Η ΕΙΝΑΠ ζητεί νά συμπληρωθούν οί κενές όργανικές θέσεις στίς παραπάνω κλινικές καί τά ίατρεία καί μάλιστα μέ προσωπικό ειδικευμένο, όπως προβλέπει ό νόμος καί όχι ειδικευόμενους γιατρούς. [707, 1546, 1045, 1594]
ad-title: «ΟΔΗΓΗΤΗ» [1244, 2283, 1386, 2305]
piraeus-elections-list [34, 1922, 357, 2074]
headline-line: ΤΟ ΙΚΑ ΣΤΟΝ ΑΥΛΩΝΑ [1060, 2347, 1182, 2397]
section-heading: 'Οδοντοτεχνίτες [71, 526, 221, 547]
meetings-list [34, 2161, 357, 2430]
paragraph: Μεγάλη άγωνιστική συγκέντρωση πραγματοποίησαν τήν περασμένη Δευτέρα οί τσαγκαράδες τής 'Αθήνας στό θέατρο «ΔΙΑΝΑ». 'Αφού άκουσαν τούς όμιλητές, πού άνάλυσαν τή δύσκολη οίκονομική κατάσταση τών έργαζομένων τού κλάδου, έγκριναν μέ ένθουσιασμό τήν πρόταση τού Δ.Σ. τού Σωματείου 'Υποδηματεργατών 'Αθήνας νά πραγματοποιήσουν στίς 19 Νοέμβρη γενική 24ωρη άπεργία. [22, 855, 270, 979]
list-item: ● ΤΖΑΜΑΔΩΝ: Τήν Πέμπτη 29 Νοέμβρη στίς 4.30 τό άπόγευμα στήν αίθουσα οίκοδόμων (Βερανζέρου 30). [34, 2380, 357, 2403]
strikes-lede [22, 214, 694, 333]
page-header [22, 27, 1396, 48]
subhead-line: Μοναδική λύση γιά τό [923, 256, 1349, 303]
list-item: ● ΕΡΓΑΖΟΜΕΝΩΝ στήν ΕΑΣ. Στίς 12 Νοέμβρη στίς 5 μ.μ. στήν αίθουσα τού μεγάρου 'Αρμοδίου 10. [34, 2270, 357, 2293]
